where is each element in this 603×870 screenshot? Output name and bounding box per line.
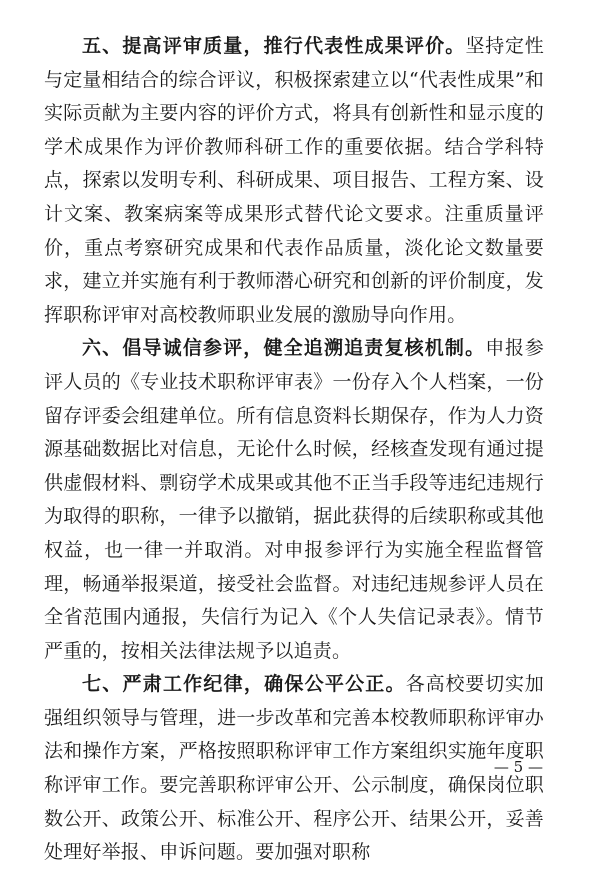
section-7-paragraph (44, 668, 544, 870)
section-7-heading: 七、严肃工作纪律，确保公平公正。 (82, 673, 406, 696)
section-5-paragraph (44, 30, 544, 332)
document-body (44, 30, 544, 870)
section-6-paragraph (44, 332, 544, 668)
section-5-heading: 五、提高评审质量，推行代表性成果评价。 (82, 35, 466, 57)
section-6-heading: 六、倡导诚信参评，健全追溯追责复核机制。 (82, 337, 486, 360)
section-7-text: 各高校要切实加强组织领导与管理，进一步改革和完善本校教师职称评审办法和操作方案，严格按照职称评审工作方案组织实施年度职称评审工作。要完善职称评审公开、公示制度，确保岗位职数公开、政策公开、标准公开、程序公开、结果公开，妥善处理好举报、申诉问题。要加强对职称 (44, 673, 544, 864)
page-number: — 5 — (493, 758, 543, 776)
section-6-text: 申报参评人员的《专业技术职称评审表》一份存入个人档案，一份留存评委会组建单位。所有信息资料长期保存，作为人力资源基础数据比对信息，无论什么时候，经核查发现有通过提供虚假材料、剽窃学术成果或其他不正当手段等违纪违规行为取得的职称，一律予以撤销，据此获得的后续职称或其他权益，也一律一并取消。对申报参评行为实施全程监督管理，畅通举报渠道，接受社会监督。对违纪违规参评人员在全省范围内通报，失信行为记入《个人失信记录表》。情节严重的，按相关法律法规予以追责。 (44, 337, 544, 662)
section-5-text: 坚持定性与定量相结合的综合评议，积极探索建立以“代表性成果”和实际贡献为主要内容的评价方式，将具有创新性和显示度的学术成果作为评价教师科研工作的重要依据。结合学科特点，探索以发明专利、科研成果、项目报告、工程方案、设计文案、教案病案等成果形式替代论文要求。注重质量评价，重点考察研究成果和代表作品质量，淡化论文数量要求，建立并实施有利于教师潜心研究和创新的评价制度，发挥职称评审对高校教师职业发展的激励导向作用。 (44, 35, 544, 326)
